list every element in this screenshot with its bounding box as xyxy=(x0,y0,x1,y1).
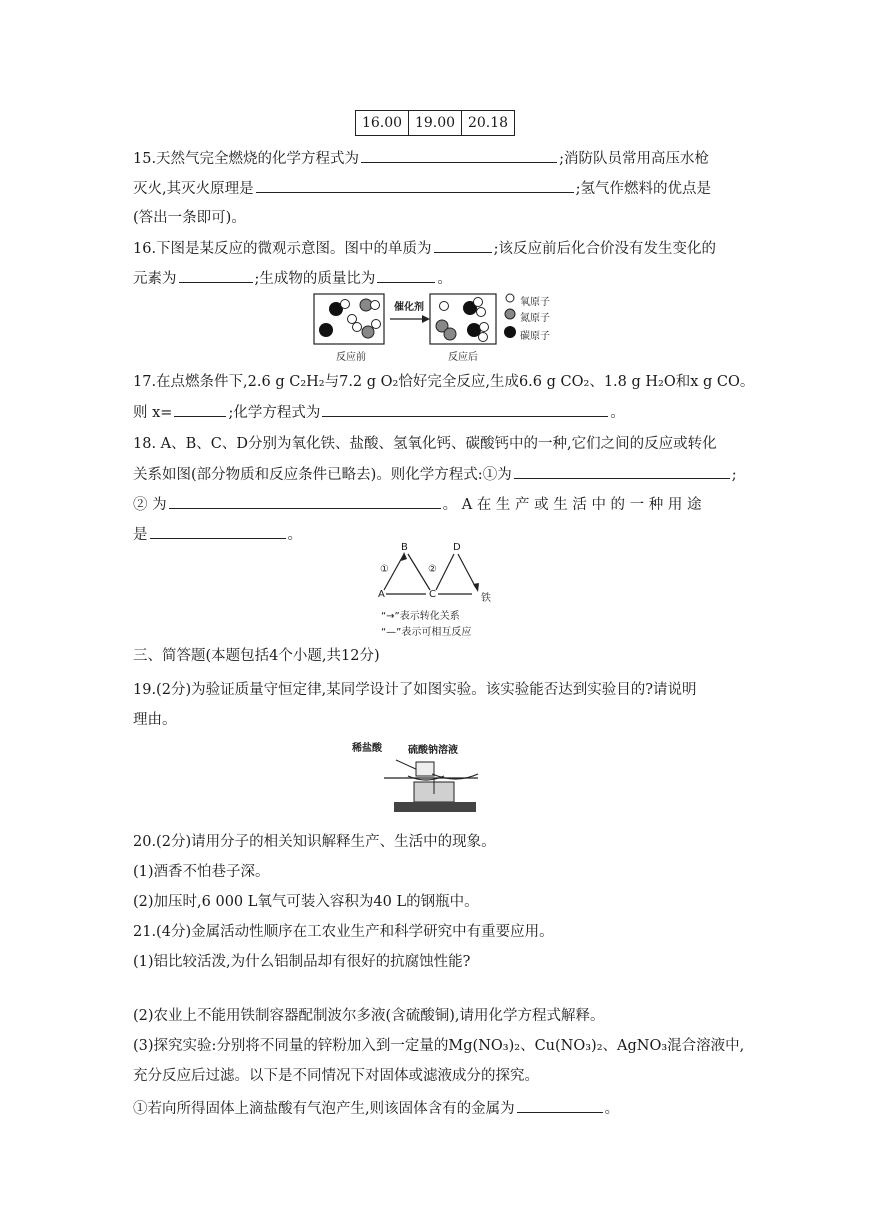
answer-blank[interactable] xyxy=(150,524,286,539)
answer-blank[interactable] xyxy=(517,1098,603,1113)
catalyst-label: 催化剂 xyxy=(394,302,424,313)
node-a: A xyxy=(378,589,385,600)
q18-line2: 关系如图(部分物质和反应条件已略去)。则化学方程式:①为 ; xyxy=(133,464,737,485)
label-na2so4: 硫酸钠溶液 xyxy=(408,745,458,756)
q19-line1: 19.(2分)为验证质量守恒定律,某同学设计了如图实验。该实验能否达到实验目的?请说明 xyxy=(133,682,697,698)
section-title: 三、简答题(本题包括4个小题,共12分) xyxy=(133,648,380,664)
answer-blank[interactable] xyxy=(377,268,435,283)
q17-line1: 17.在点燃条件下,2.6 g C₂H₂与7.2 g O₂恰好完全反应,生成6.6 g CO₂、1.8 g H₂O和x g CO。 xyxy=(133,374,755,390)
q15-line2: 灭火,其灭火原理是 ;氢气作燃料的优点是 xyxy=(133,178,711,199)
answer-blank[interactable] xyxy=(174,402,226,417)
q17-line2: 则 x= ;化学方程式为 。 xyxy=(133,402,625,423)
node-iron: 铁 xyxy=(481,593,491,604)
q15-line3: (答出一条即可)。 xyxy=(133,210,246,226)
answer-blank[interactable] xyxy=(256,178,574,193)
balance-figure xyxy=(374,748,484,818)
node-c: C xyxy=(429,589,436,600)
q16-line2: 元素为 ;生成物的质量比为 。 xyxy=(133,268,452,289)
node-d: D xyxy=(453,542,461,553)
answer-blank[interactable] xyxy=(434,238,492,253)
q18-line1: 18. A、B、C、D分别为氧化铁、盐酸、氢氧化钙、碳酸钙中的一种,它们之间的反应或转化 xyxy=(133,436,717,452)
table-cell: 20.18 xyxy=(462,111,515,136)
relation-diagram xyxy=(372,540,512,602)
arrow-label-2: ② xyxy=(428,564,437,575)
table-cell: 19.00 xyxy=(409,111,462,136)
answer-blank[interactable] xyxy=(179,268,253,283)
legend-nitrogen: 氮原子 xyxy=(520,313,550,324)
table-cell: 16.00 xyxy=(356,111,409,136)
q20-line3: (2)加压时,6 000 L氧气可装入容积为40 L的钢瓶中。 xyxy=(133,894,479,910)
legend-line: “—”表示可相互反应 xyxy=(381,627,472,638)
q21-line6: ①若向所得固体上滴盐酸有气泡产生,则该固体含有的金属为 。 xyxy=(133,1098,619,1119)
answer-blank[interactable] xyxy=(514,464,730,479)
q18-line4: 是 。 xyxy=(133,524,302,545)
q21-line1: 21.(4分)金属活动性顺序在工农业生产和科学研究中有重要应用。 xyxy=(133,924,554,940)
answer-blank[interactable] xyxy=(322,402,608,417)
q20-line1: 20.(2分)请用分子的相关知识解释生产、生活中的现象。 xyxy=(133,834,496,850)
q21-line4: (3)探究实验:分别将不同量的锌粉加入到一定量的Mg(NO₃)₂、Cu(NO₃)₂、AgNO₃混合溶液中, xyxy=(133,1038,745,1054)
arrow-label-1: ① xyxy=(380,564,389,575)
node-b: B xyxy=(401,542,408,553)
answer-blank[interactable] xyxy=(361,148,557,163)
q21-line2: (1)铝比较活泼,为什么铝制品却有很好的抗腐蚀性能? xyxy=(133,954,471,970)
legend-arrow: “→”表示转化关系 xyxy=(381,611,460,622)
label-hcl: 稀盐酸 xyxy=(352,743,382,754)
answer-blank[interactable] xyxy=(169,494,441,509)
q21-line3: (2)农业上不能用铁制容器配制波尔多液(含硫酸铜),请用化学方程式解释。 xyxy=(133,1008,605,1024)
before-label: 反应前 xyxy=(336,352,366,363)
q15-line1: 15.天然气完全燃烧的化学方程式为 ;消防队员常用高压水枪 xyxy=(133,148,709,169)
data-table xyxy=(355,110,515,136)
after-label: 反应后 xyxy=(448,352,478,363)
q21-line5: 充分反应后过滤。以下是不同情况下对固体或滤液成分的探究。 xyxy=(133,1068,539,1084)
q19-line2: 理由。 xyxy=(133,712,177,728)
q18-line3: ② 为 。 A 在 生 产 或 生 活 中 的 一 种 用 途 xyxy=(133,494,702,515)
q20-line2: (1)酒香不怕巷子深。 xyxy=(133,864,270,880)
q16-line1: 16.下图是某反应的微观示意图。图中的单质为 ;该反应前后化合价没有发生变化的 xyxy=(133,238,716,259)
legend-oxygen: 氧原子 xyxy=(520,297,550,308)
legend-carbon: 碳原子 xyxy=(520,331,550,342)
